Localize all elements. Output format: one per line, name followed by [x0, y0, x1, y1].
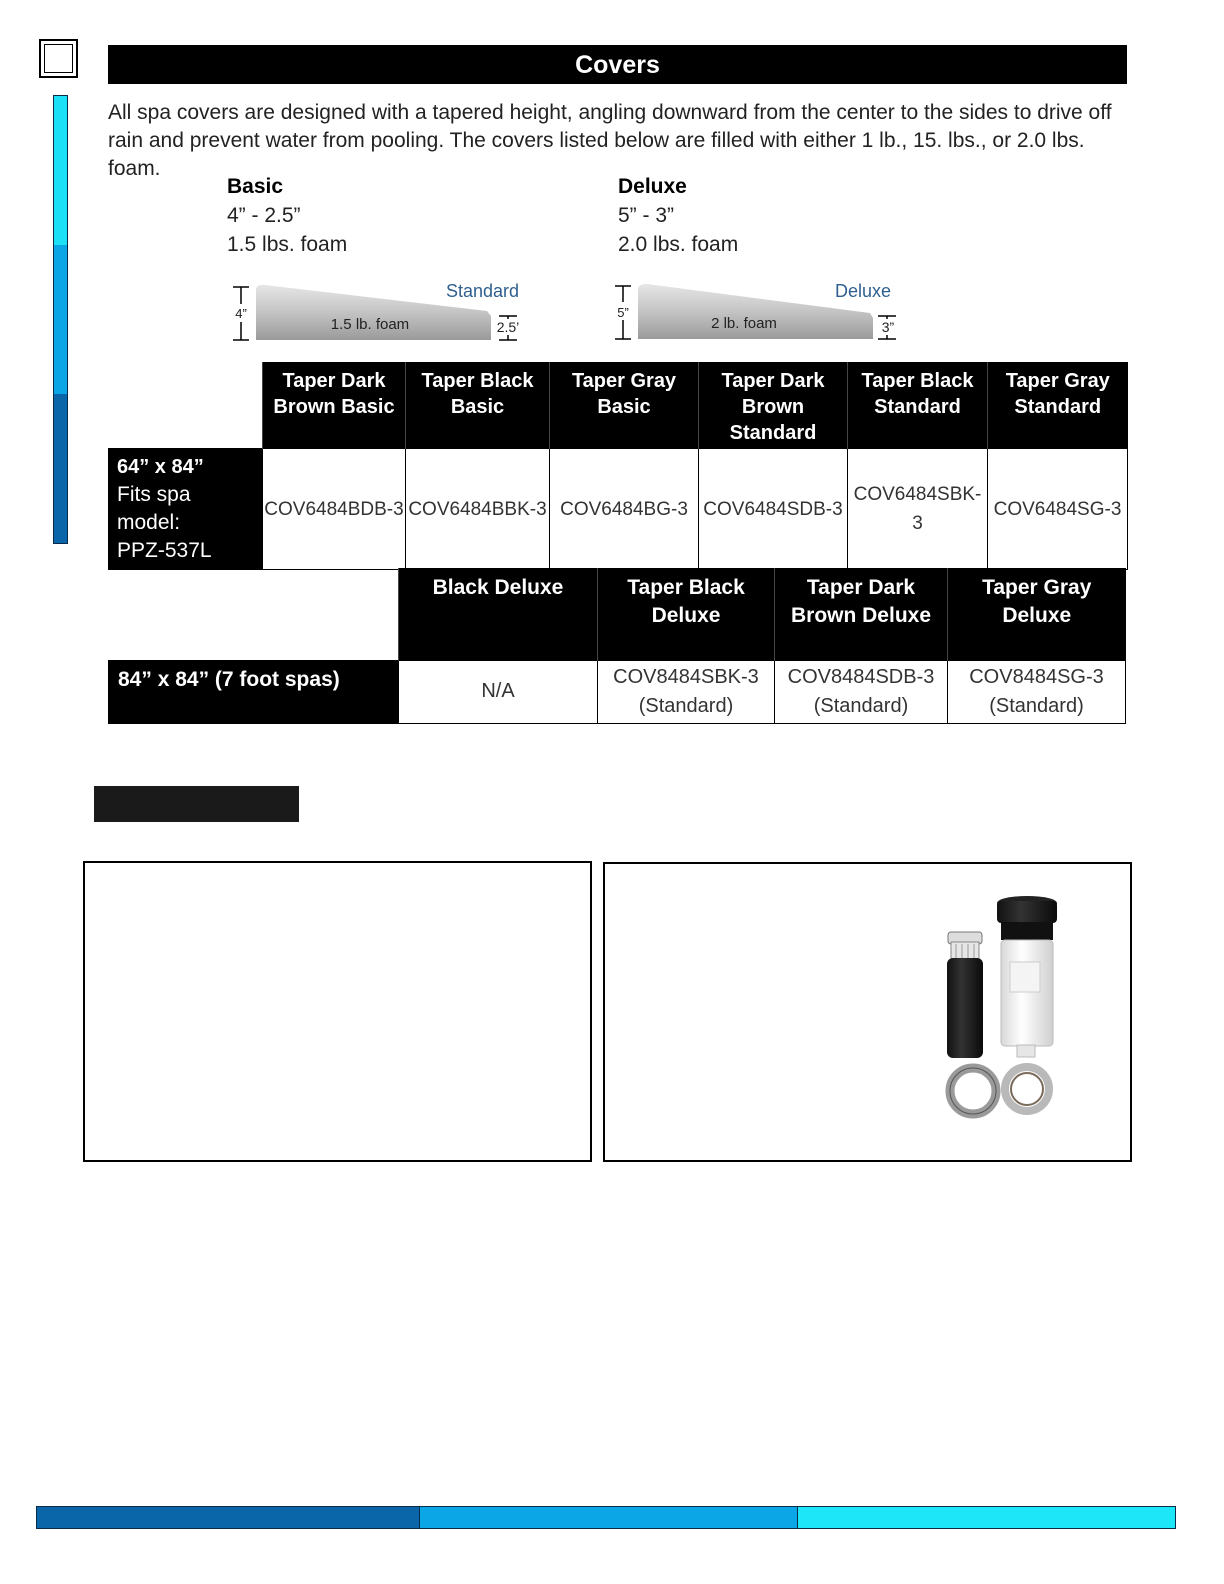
table-row	[109, 449, 1128, 570]
column-header: Black Deluxe	[399, 568, 598, 660]
part-number-cell: COV6484BG-3	[550, 449, 699, 570]
part-code: COV8484SDB-3	[787, 665, 935, 688]
part-note: (Standard)	[813, 694, 909, 717]
sidebar-color-bar	[53, 95, 68, 544]
part-code: COV8484SG-3	[969, 665, 1104, 688]
right-height: 2.5’	[496, 319, 520, 335]
spec-name: Deluxe	[618, 175, 687, 198]
spec-height: 5” - 3”	[618, 204, 675, 227]
part-number-cell	[775, 660, 948, 723]
diagram-standard	[225, 276, 530, 346]
column-header: Taper Dark Brown Standard	[699, 362, 848, 449]
right-height: 3”	[881, 319, 895, 335]
part-number-cell: COV6484SDB-3	[699, 449, 848, 570]
column-header: Taper Dark Brown Deluxe	[775, 568, 948, 660]
row-header	[109, 449, 263, 570]
column-header: Taper Gray Basic	[550, 362, 699, 449]
part-note: (Standard)	[638, 694, 734, 717]
covers-table-64x84	[108, 362, 1128, 570]
diagram-label: Deluxe	[834, 281, 891, 301]
spec-basic	[227, 172, 347, 259]
part-note: (Standard)	[989, 694, 1084, 717]
row-title: 64” x 84”	[117, 456, 204, 478]
foam-label: 2 lb. foam	[711, 315, 777, 332]
part-code: COV8484SBK-3	[613, 665, 759, 688]
foam-label: 1.5 lb. foam	[330, 316, 410, 333]
part-number-cell: COV6484BBK-3	[406, 449, 550, 570]
section-title: Covers	[108, 45, 1127, 84]
part-number-cell	[948, 660, 1126, 723]
table-corner	[109, 362, 263, 449]
column-header: Taper Black Standard	[848, 362, 988, 449]
diagram-label: Standard	[445, 281, 519, 301]
column-header: Taper Gray Deluxe	[948, 568, 1126, 660]
column-header: Taper Black Deluxe	[598, 568, 775, 660]
table-corner	[109, 568, 399, 660]
intro-paragraph: All spa covers are designed with a tapered height, angling downward from the center to the sides to drive off rain and prevent water from pooling. The covers listed below are filled with either 1 lb., 15. lbs., or 2.0 lbs. foam.	[108, 101, 1112, 180]
checkbox[interactable]	[39, 39, 78, 78]
spec-deluxe	[618, 172, 738, 259]
column-header: Taper Gray Standard	[988, 362, 1128, 449]
footer-color-bar	[36, 1506, 1176, 1529]
content-box-right	[603, 862, 1132, 1162]
part-number-cell: COV6484SG-3	[988, 449, 1128, 570]
spec-height: 4” - 2.5”	[227, 204, 301, 227]
part-number-cell	[399, 660, 598, 723]
part-number-cell: COV6484BDB-3	[263, 449, 406, 570]
row-header	[109, 660, 399, 723]
column-header: Taper Dark Brown Basic	[263, 362, 406, 449]
spec-foam: 2.0 lbs. foam	[618, 233, 739, 256]
left-height: 4”	[235, 306, 247, 321]
diagram-deluxe	[607, 276, 912, 346]
spec-foam: 1.5 lbs. foam	[227, 233, 348, 256]
part-number-cell: COV6484SBK-3	[848, 449, 988, 570]
row-model: PPZ-537L	[117, 539, 212, 562]
table-row	[109, 660, 1126, 723]
part-code: N/A	[481, 680, 515, 702]
section-heading-bar	[94, 786, 299, 822]
covers-table-84x84	[108, 568, 1126, 724]
part-number-cell	[598, 660, 775, 723]
column-header: Taper Black Basic	[406, 362, 550, 449]
filter-parts-image	[935, 890, 1065, 1120]
row-title: 84” x 84” (7 foot spas)	[118, 667, 340, 691]
spec-name: Basic	[227, 175, 284, 198]
row-subtitle: Fits spa model:	[117, 483, 191, 534]
content-box-left	[83, 861, 592, 1162]
left-height: 5”	[617, 305, 629, 320]
